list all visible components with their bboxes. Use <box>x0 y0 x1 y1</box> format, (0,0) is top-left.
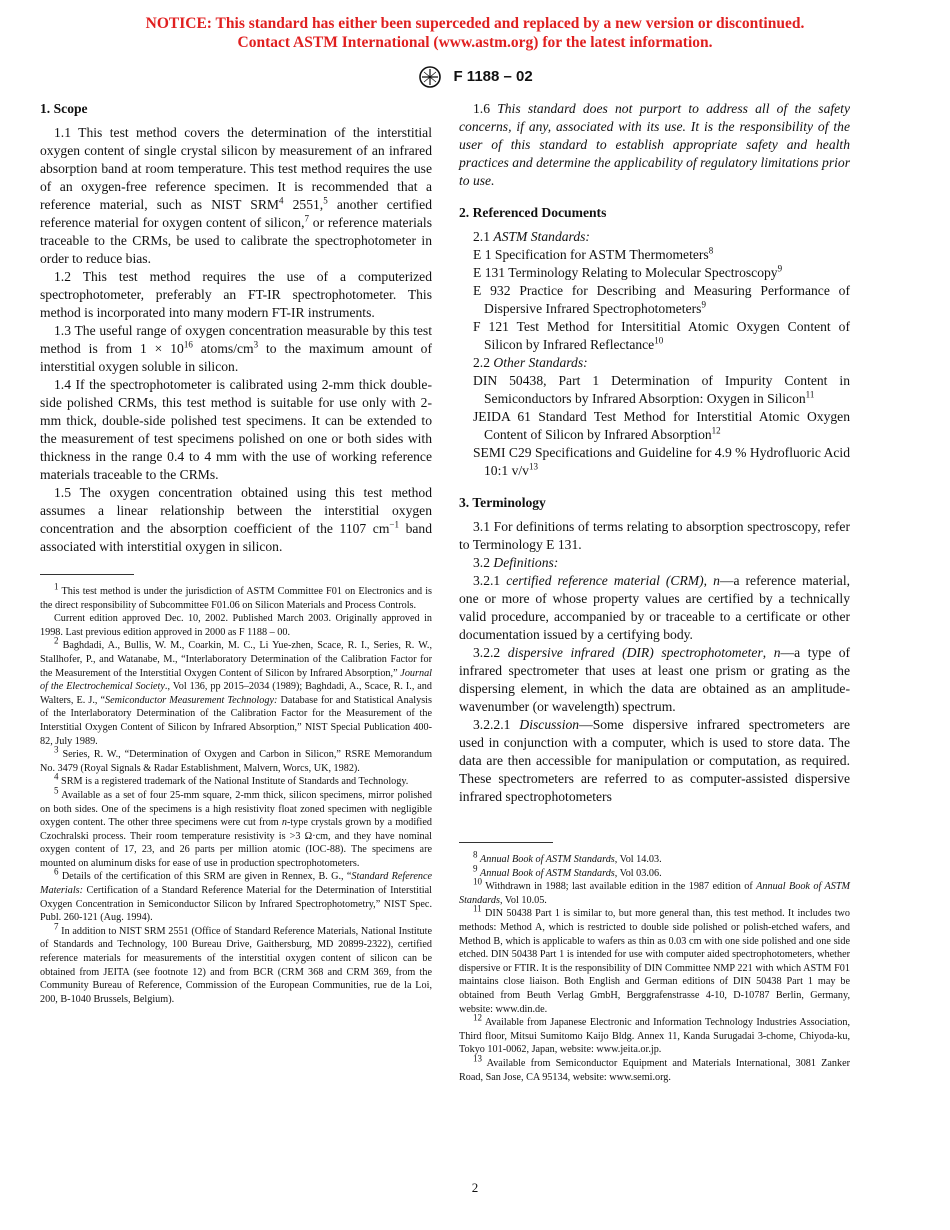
footnote-10: $^{10}$ Withdrawn in 1988; last available edition in the 1987 edition of Annual Book of ASTM Standards, Vol 10.05. <box>459 876 850 906</box>
footnote-13: $^{13}$ Available from Semiconductor Equipment and Materials International, 3081 Zanker Road, San Jose, CA 95134, website: www.semi.org. <box>459 1053 850 1083</box>
ref-din: DIN 50438, Part 1 Determination of Impurity Content in Semiconductors by Infrared Absorption: Oxygen in Silicon$^{11}$ <box>473 373 850 406</box>
footnote-8: $^8$ Annual Book of ASTM Standards, Vol 14.03. <box>473 849 662 865</box>
right-column <box>459 100 850 1084</box>
footnote-12: $^{12}$ Available from Japanese Electronic and Information Technology Industries Association, Third floor, Mitsui Sumitomo Kaijo Bldg. Annex 11, Kanda Surugadai 3-chome, Chiyoda-ku, Tokyo 101-0062, Japan, website: www.jeita.or.jp. <box>459 1012 851 1056</box>
para-1-4: 1.4 If the spectrophotometer is calibrated using 2-mm thick double-side polished CRMs, this test method is suitable for use only with 2-mm thick, double-side polished test specimens. It can be extended to the measurement of test specimens polished on one or both sides with thickness in the range 0.4 to 4 mm with the use of working reference materials traceable to the CRMs. <box>40 377 432 482</box>
section-heading-terminology: 3. Terminology <box>459 495 546 510</box>
para-3-2: 3.2 Definitions: <box>473 555 559 570</box>
para-2-1: 2.1 ASTM Standards: <box>473 229 590 244</box>
para-1-6: 1.6 This standard does not purport to address all of the safety concerns, if any, associated with its use. It is the responsibility of the user of this standard to establish appropriate safety and health practices and determine the applicability of regulatory limitations prior to use. <box>459 101 850 188</box>
footnote-5: $^5$ Available as a set of four 25-mm square, 2-mm thick, silicon specimens, mirror polished on both sides. One of the specimens is a high resistivity float zoned specimen with negligible oxygen content. The other three specimens were cut from n-type crystals grown by a modified Czochralski process. Their room temperature resistivity is >3 Ω·cm, and they have nominal oxygen content of 17, 23, and 26 parts per million atomic (IOC-88). The specimens are mounted on aluminum disks for ease of use in production spectrophotometers. <box>40 785 433 869</box>
para-3-2-2-1: 3.2.2.1 Discussion—Some dispersive infrared spectrometers are used in conjunction with a computer, which is used to store data. The data are then accessible for manipulation or computation, as required. These spectrometers are referred to as computer-assisted dispersive infrared spectrophotometers <box>459 717 851 804</box>
footnote-divider <box>40 574 134 575</box>
footnote-4: $^4$ SRM is a registered trademark of the National Institute of Standards and Technology. <box>54 771 409 788</box>
footnote-2: $^2$ Baghdadi, A., Bullis, W. M., Coarkin, M. C., Li Yue-zhen, Scace, R. I., Series, R. W., Stallhofer, P., and Watanabe, M., “Interlaboratory Determination of the Calibration Factor for the Measurement of the Interstitial Oxygen Content of Silicon by Infrared Absorption,” Journal of the Electrochemical Society., Vol 136, pp 2015–2034 (1989); Baghdadi, A., Scace, R. I., and Walters, E. J., “Semiconductor Measurement Technology: Database for and Statistical Analysis of the Interlaboratory Determination of the Calibration Factor for the Measurement of the Interstitial Oxygen Content of Silicon by Infrared Absorption,” NIST Special Publication 400-82, July 1989. <box>40 635 432 747</box>
supersession-notice <box>0 14 950 52</box>
para-2-2: 2.2 Other Standards: <box>473 355 588 370</box>
footnote-3: $^3$ Series, R. W., “Determination of Oxygen and Carbon in Silicon,” RSRE Memorandum No. 3479 (Royal Signals & Radar Establishment, Malvern, Worcs, UK, 1982). <box>40 744 433 774</box>
ref-e131: E 131 Terminology Relating to Molecular Spectroscopy$^9$ <box>473 263 783 280</box>
ref-e1: E 1 Specification for ASTM Thermometers$^8$ <box>473 245 714 262</box>
ref-f121: F 121 Test Method for Intersititial Atomic Oxygen Content of Silicon by Infrared Reflectance$^{10}$ <box>473 319 850 352</box>
ref-e932: E 932 Practice for Describing and Measuring Performance of Dispersive Infrared Spectrophotometers$^9$ <box>473 283 850 316</box>
left-column <box>40 100 432 1006</box>
para-3-2-2: 3.2.2 dispersive infrared (DIR) spectrophotometer, n—a type of infrared spectrometer that uses at least one prism or grating as the dispersing element, in which the data are obtained as an amplitude-wavenumber (or wavelength) spectrum. <box>459 645 851 714</box>
notice-line-1: NOTICE: This standard has either been superceded and replaced by a new version or discontinued. <box>145 15 805 32</box>
footnote-6: $^6$ Details of the certification of this SRM are given in Rennex, B. G., “Standard Reference Materials: Certification of a Standard Reference Material for the Determination of Interstitial Oxygen Concentration in Semiconductor Silicon by Infrared Spectrophotometry,” NIST Spec. Publ. 260-121 (Aug. 1994). <box>40 867 433 924</box>
footnote-divider-right <box>459 842 553 843</box>
section-heading-referenced-documents: 2. Referenced Documents <box>459 205 607 220</box>
footnote-11: $^{11}$ DIN 50438 Part 1 is similar to, but more general than, this test method. It includes two methods: Method A, which is restricted to double side polished or polish-etched wafers, and Method B, which is applicable to wafers as thin as 0.03 cm with one side polished and one side etched. DIN 50438 Part 1 is intended for use with computer aided spectrophotometers, whether dispersive or FTIR. It is the responsibility of DIN Committee NMP 221 with which ASTM F01 maintains close liaison. Both English and German editions of DIN 50438 Part 1 may be obtained from Beuth Verlag GmbH, Berggrafenstrasse 4-10, D-10787 Berlin, Germany, website: www.din.de. <box>459 903 851 1015</box>
astm-logo-icon <box>417 66 443 88</box>
section-heading-scope: 1. Scope <box>40 101 88 116</box>
para-3-1: 3.1 For definitions of terms relating to absorption spectroscopy, refer to Terminology E 131. <box>459 519 850 552</box>
para-1-1: 1.1 This test method covers the determination of the interstitial oxygen content of single crystal silicon by measurement of an infrared absorption band at room temperature. This test method requires the use of an oxygen-free reference specimen. It is recommended that a reference material, such as NIST SRM$^4$ 2551,$^5$ another certified reference material for oxygen content of silicon,$^7$ or reference materials traceable to the CRMs, be used to calibrate the spectrophotometer in order to reduce bias. <box>40 125 433 266</box>
page-number: 2 <box>471 1180 479 1195</box>
document-header <box>0 66 950 88</box>
para-1-5: 1.5 The oxygen concentration obtained using this test method assumes a linear relationship between the interstitial oxygen concentration and the absorption coefficient of the 1107 $cm^{-1}$ band associated with interstitial oxygen in silicon. <box>40 485 432 554</box>
footnote-1-edition: Current edition approved Dec. 10, 2002. Published March 2003. Originally approved in 1998. Last previous edition approved in 2000 as F 1188 – 00. <box>40 613 432 638</box>
para-3-2-1: 3.2.1 certified reference material (CRM), n—a reference material, one or more of whose property values are certified by a technically valid procedure, accompanied by or traceable to a certificate or other documentation issued by a certifying body. <box>459 573 850 642</box>
notice-line-2: Contact ASTM International (www.astm.org) for the latest information. <box>237 34 713 51</box>
footnote-1: $^1$ This test method is under the jurisdiction of ASTM Committee F01 on Electronics and is the direct responsibility of Subcommittee F01.06 on Silicon Materials and Process Controls. <box>40 581 432 611</box>
ref-semi: SEMI C29 Specifications and Guideline for 4.9 % Hydrofluoric Acid 10:1 $v/v^{13}$ <box>473 445 850 478</box>
para-1-3: 1.3 The useful range of oxygen concentration measurable by this test method is from $1 \times 10^{16}$ atoms/$cm^3$ to the maximum amount of interstitial oxygen soluble in silicon. <box>40 323 432 374</box>
footnote-7: $^7$ In addition to NIST SRM 2551 (Office of Standard Reference Materials, National Institute of Standards and Technology, 100 Bureau Drive, Gaithersburg, MD 20899-2322), certified reference materials for measurements of the interstitial oxygen content of silicon can be obtained from JEITA (see footnote 12) and from BCR (CRM 368 and CRM 369, from the Community Bureau of Reference, Commission of the European Communities, rue de la Loi, 200, B-1040 Brussels, Belgium). <box>40 921 433 1005</box>
para-1-2: 1.2 This test method requires the use of a computerized spectrophotometer, preferably an FT-IR spectrophotometer. This method is incorporated into many modern FT-IR instruments. <box>40 269 432 320</box>
footnote-9: $^9$ Annual Book of ASTM Standards, Vol 03.06. <box>473 863 662 879</box>
ref-jeida: JEIDA 61 Standard Test Method for Interstitial Atomic Oxygen Content of Silicon by Infrared Absorption$^{12}$ <box>473 409 850 442</box>
designation: F 1188 – 02 <box>453 67 533 85</box>
